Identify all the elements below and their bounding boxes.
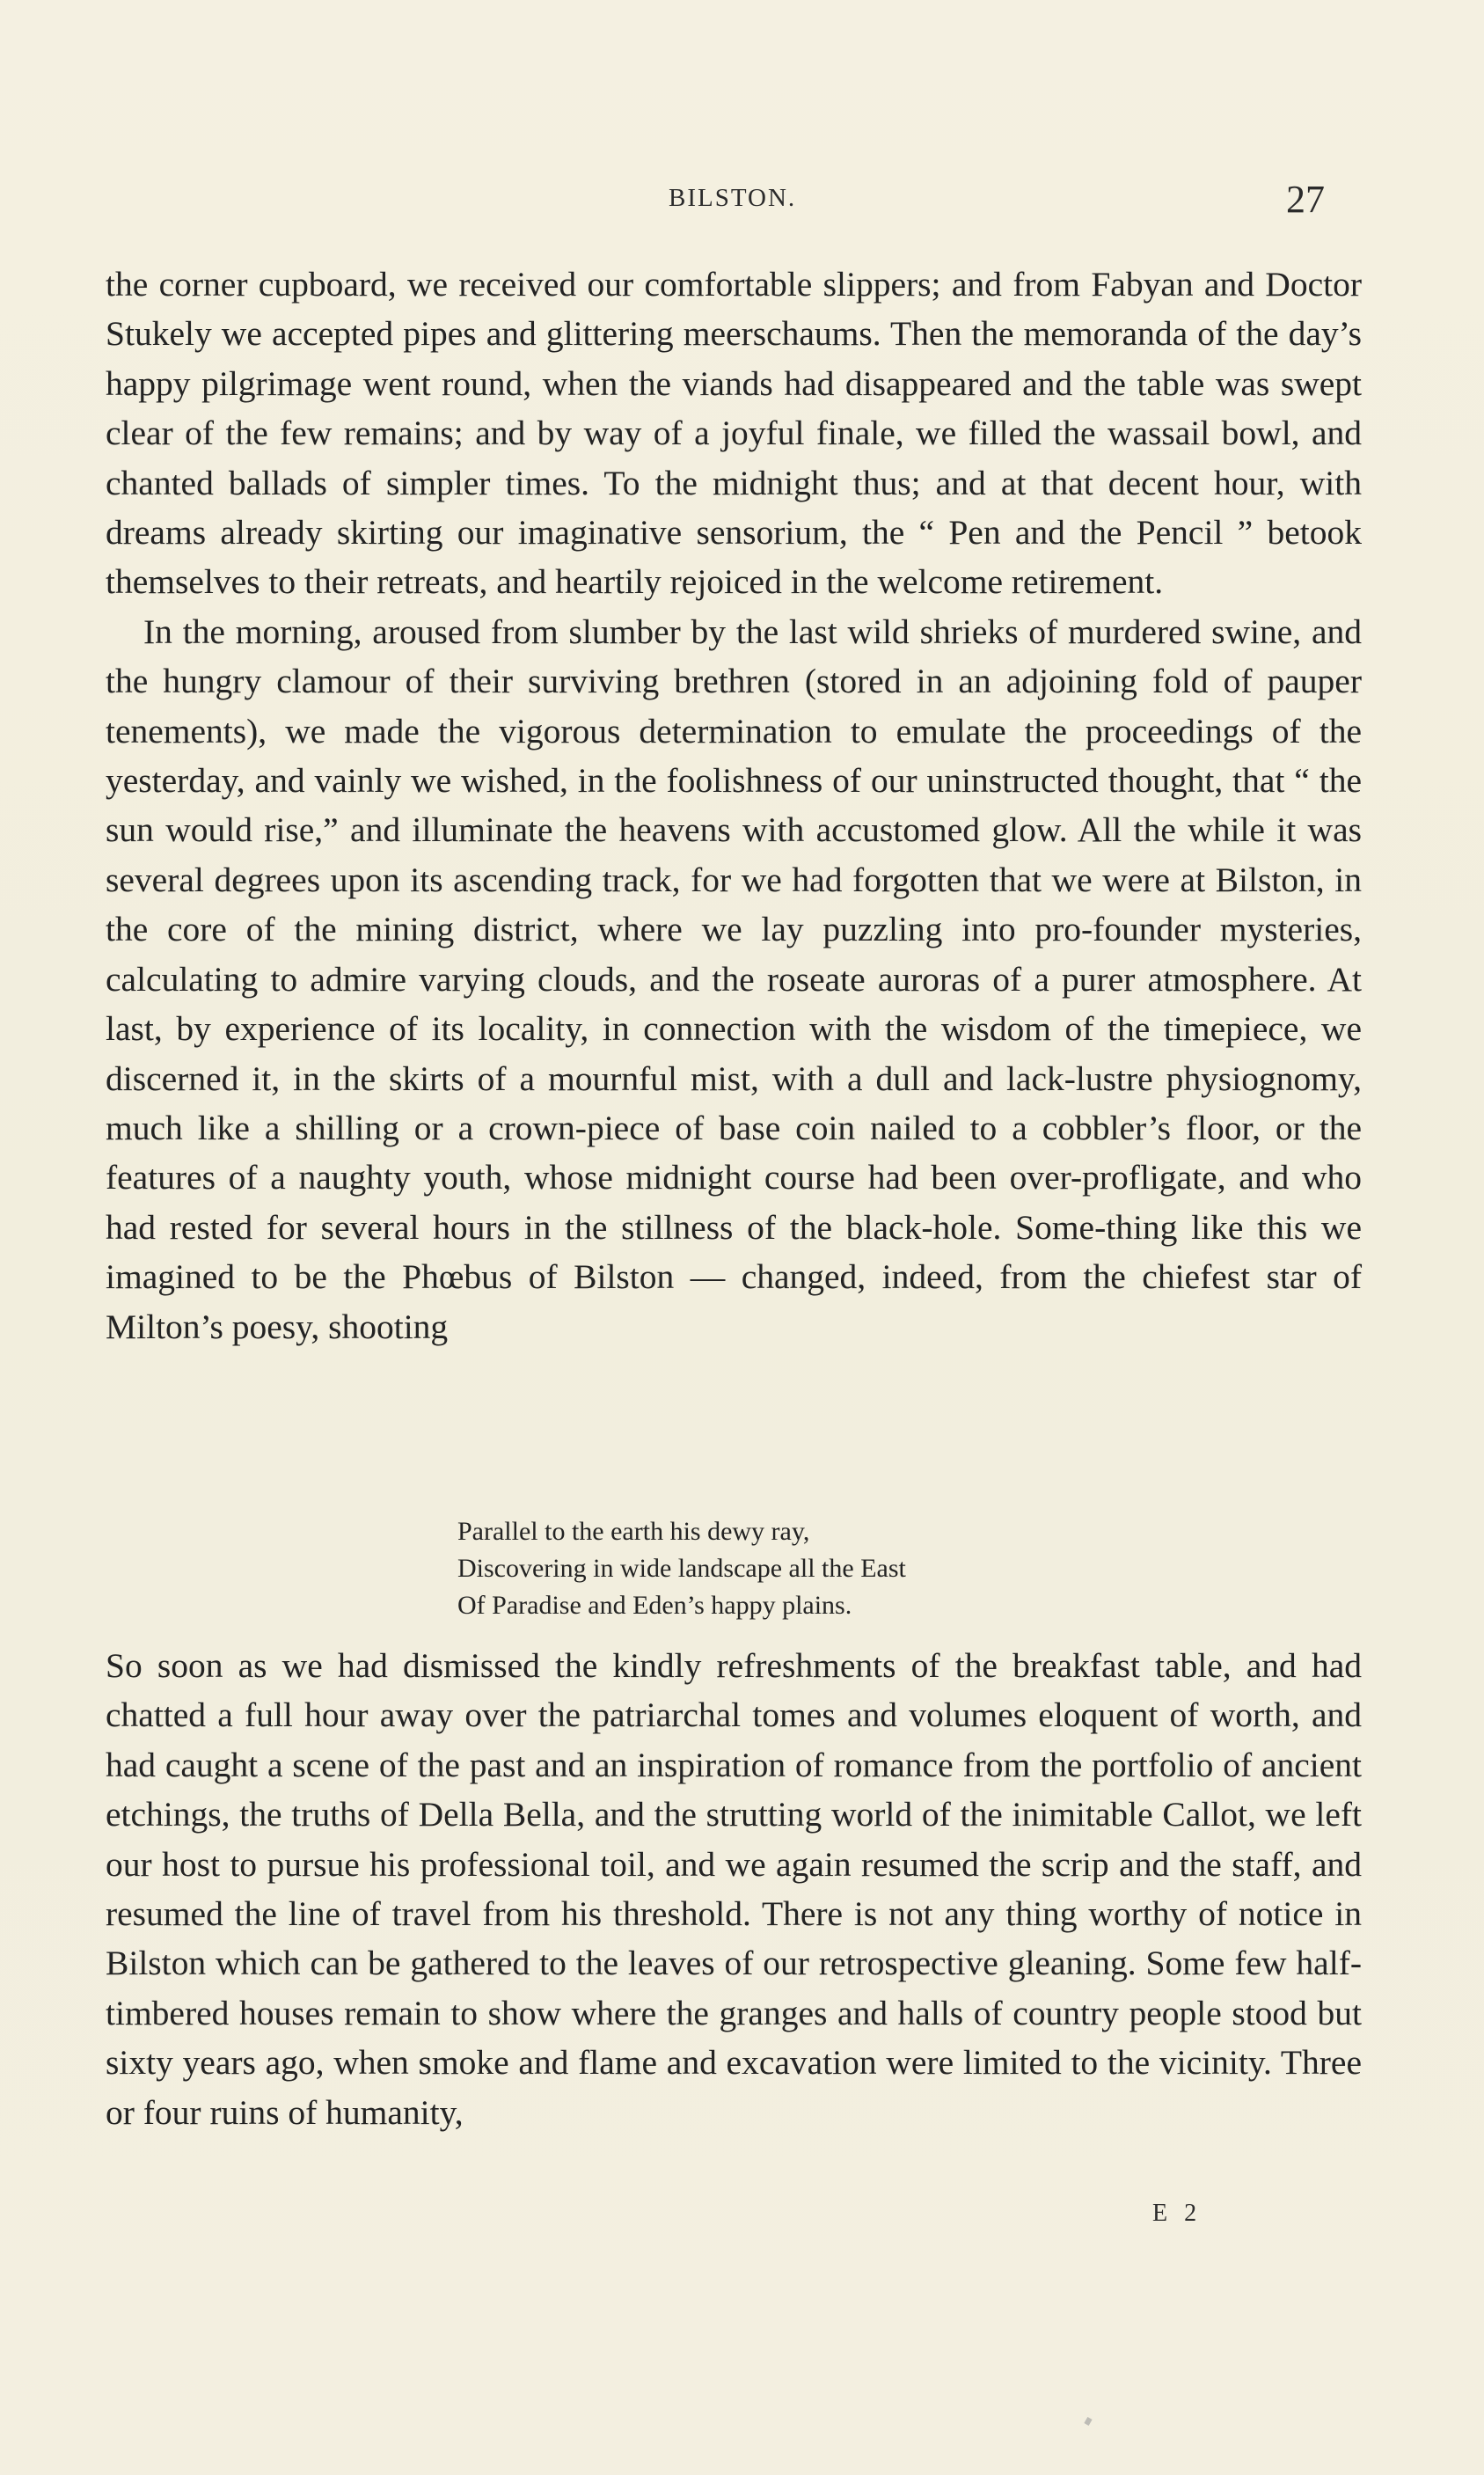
verse-line: Discovering in wide landscape all the East [457,1554,906,1583]
text-block-upper [106,260,1362,1351]
verse-quotation [457,1513,1126,1624]
paragraph-continued: the corner cupboard, we received our comfortable slippers; and from Fabyan and Doctor Stukely we accepted pipes and glittering meerschaums. Then the memoranda of the day’s happy pilgrimage went round, when the viands had disappeared and the table was swept clear of the few remains; and by way of a joyful finale, we filled the wassail bowl, and chanted ballads of simpler times. To the midnight thus; and at that decent hour, with dreams already skirting our imaginative sensorium, the “ Pen and the Pencil ” betook themselves to their retreats, and heartily rejoiced in the welcome retirement. [106,265,1362,602]
verse-line: Of Paradise and Eden’s happy plains. [457,1591,852,1620]
signature-mark: E 2 [1152,2200,1203,2227]
verse-line: Parallel to the earth his dewy ray, [457,1517,810,1546]
page-number: 27 [1286,178,1325,221]
paragraph-breakfast: So soon as we had dismissed the kindly refreshments of the breakfast table, and had chatted a full hour away over the patriarchal tomes and volumes eloquent of worth, and had caught a scene of the past and an inspiration of romance from the portfolio of ancient etchings, the truths of Della Bella, and the strutting world of the inimitable Callot, we left our host to pursue his professional toil, and we again resumed the scrip and the staff, and resumed the line of travel from his threshold. There is not any thing worthy of notice in Bilston which can be gathered to the leaves of our retrospective gleaning. Some few half-timbered houses remain to show where the granges and halls of country people stood but sixty years ago, when smoke and flame and excavation were limited to the vicinity. Three or four ruins of humanity, [106,1646,1362,2132]
text-block-lower [106,1641,1362,2137]
running-head [0,180,1484,224]
running-title: BILSTON. [669,184,797,212]
paper-speck [1084,2417,1092,2426]
paragraph-morning: In the morning, aroused from slumber by the last wild shrieks of murdered swine, and the hungry clamour of their surviving brethren (stored in an adjoining fold of pauper tenements), we made the vigorous determination to emulate the proceedings of the yesterday, and vainly we wished, in the foolishness of our uninstructed thought, that “ the sun would rise,” and illuminate the heavens with accustomed glow. All the while it was several degrees upon its ascending track, for we had forgotten that we were at Bilston, in the core of the mining district, where we lay puzzling into pro-founder mysteries, calculating to admire varying clouds, and the roseate auroras of a purer atmosphere. At last, by experience of its locality, in connection with the wisdom of the timepiece, we discerned it, in the skirts of a mournful mist, with a dull and lack-lustre physiognomy, much like a shilling or a crown-piece of base coin nailed to a cobbler’s floor, or the features of a naughty youth, whose midnight course had been over-profligate, and who had rested for several hours in the stillness of the black-hole. Some-thing like this we imagined to be the Phœbus of Bilston — changed, indeed, from the chiefest star of Milton’s poesy, shooting [106,611,1362,1346]
